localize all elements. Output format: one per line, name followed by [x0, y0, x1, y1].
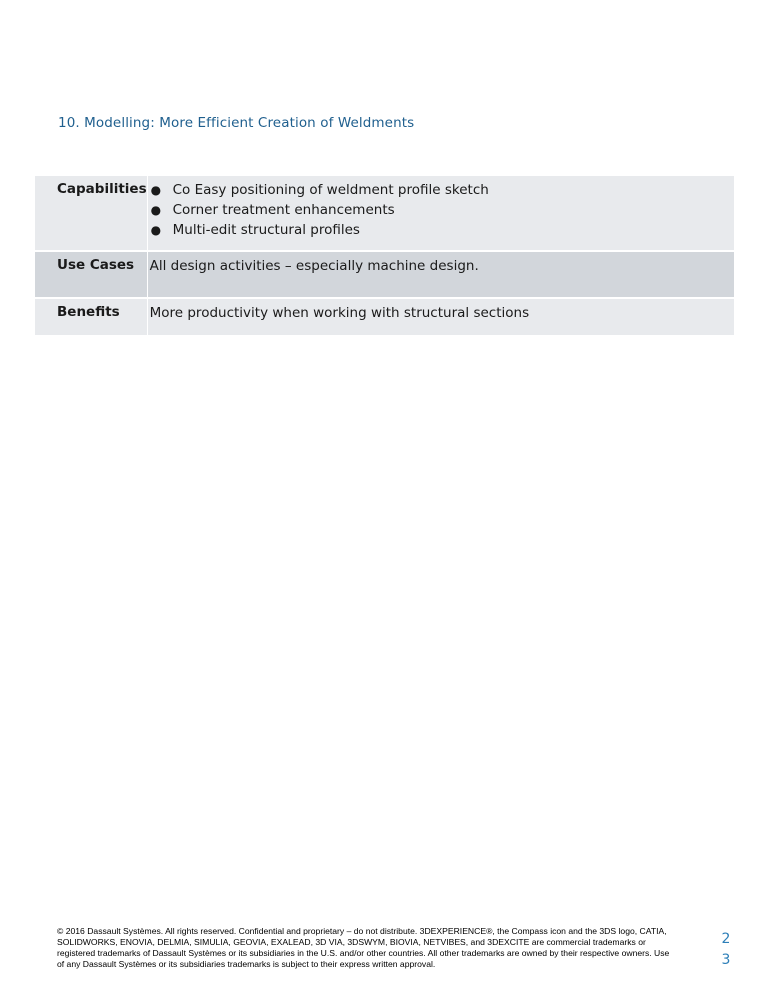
capability-text: Multi-edit structural profiles	[172, 222, 360, 238]
bullet-icon: ●	[150, 223, 162, 237]
list-item	[150, 180, 734, 200]
benefits-label: Benefits	[35, 298, 147, 336]
bullet-icon: ●	[150, 203, 162, 217]
table-row-capabilities	[35, 176, 734, 251]
page-number: 23	[721, 931, 731, 968]
capabilities-label: Capabilities	[35, 176, 147, 251]
bullet-icon: ●	[150, 183, 162, 197]
list-item	[150, 220, 734, 240]
benefits-value	[147, 298, 734, 336]
capability-text: Corner treatment enhancements	[172, 202, 395, 218]
footer-legal-text: © 2016 Dassault Systèmes. All rights reserved. Confidential and proprietary – do not distribute. 3DEXPERIENCE®, the Compass icon and the 3DS logo, CATIA, SOLIDWORKS, ENOVIA, DELMIA, SIMULIA, GEOVIA, EXALEAD, 3D VIA, 3DSWYM, BIOVIA, NETVIBES, and 3DEXCITE are commercial trademarks or registered trademarks of Dassault Systèmes or its subsidiaries in the U.S. and/or other countries. All other trademarks are owned by their respective owners. Use of any Dassault Systèmes or its subsidiaries trademarks is subject to their express written approval.	[57, 926, 670, 969]
capabilities-value	[147, 176, 734, 251]
section-title: 10. Modelling: More Efficient Creation of Weldments	[58, 115, 415, 131]
table-row-use-cases	[35, 251, 734, 298]
feature-table	[35, 176, 734, 337]
capabilities-list	[150, 180, 734, 240]
capability-text: Co Easy positioning of weldment profile sketch	[172, 182, 489, 198]
benefits-text: More productivity when working with structural sections	[149, 305, 530, 321]
use-cases-label: Use Cases	[35, 251, 147, 298]
table-row-benefits	[35, 298, 734, 336]
use-cases-text: All design activities – especially machine design.	[149, 258, 479, 274]
use-cases-value	[147, 251, 734, 298]
list-item	[150, 200, 734, 220]
